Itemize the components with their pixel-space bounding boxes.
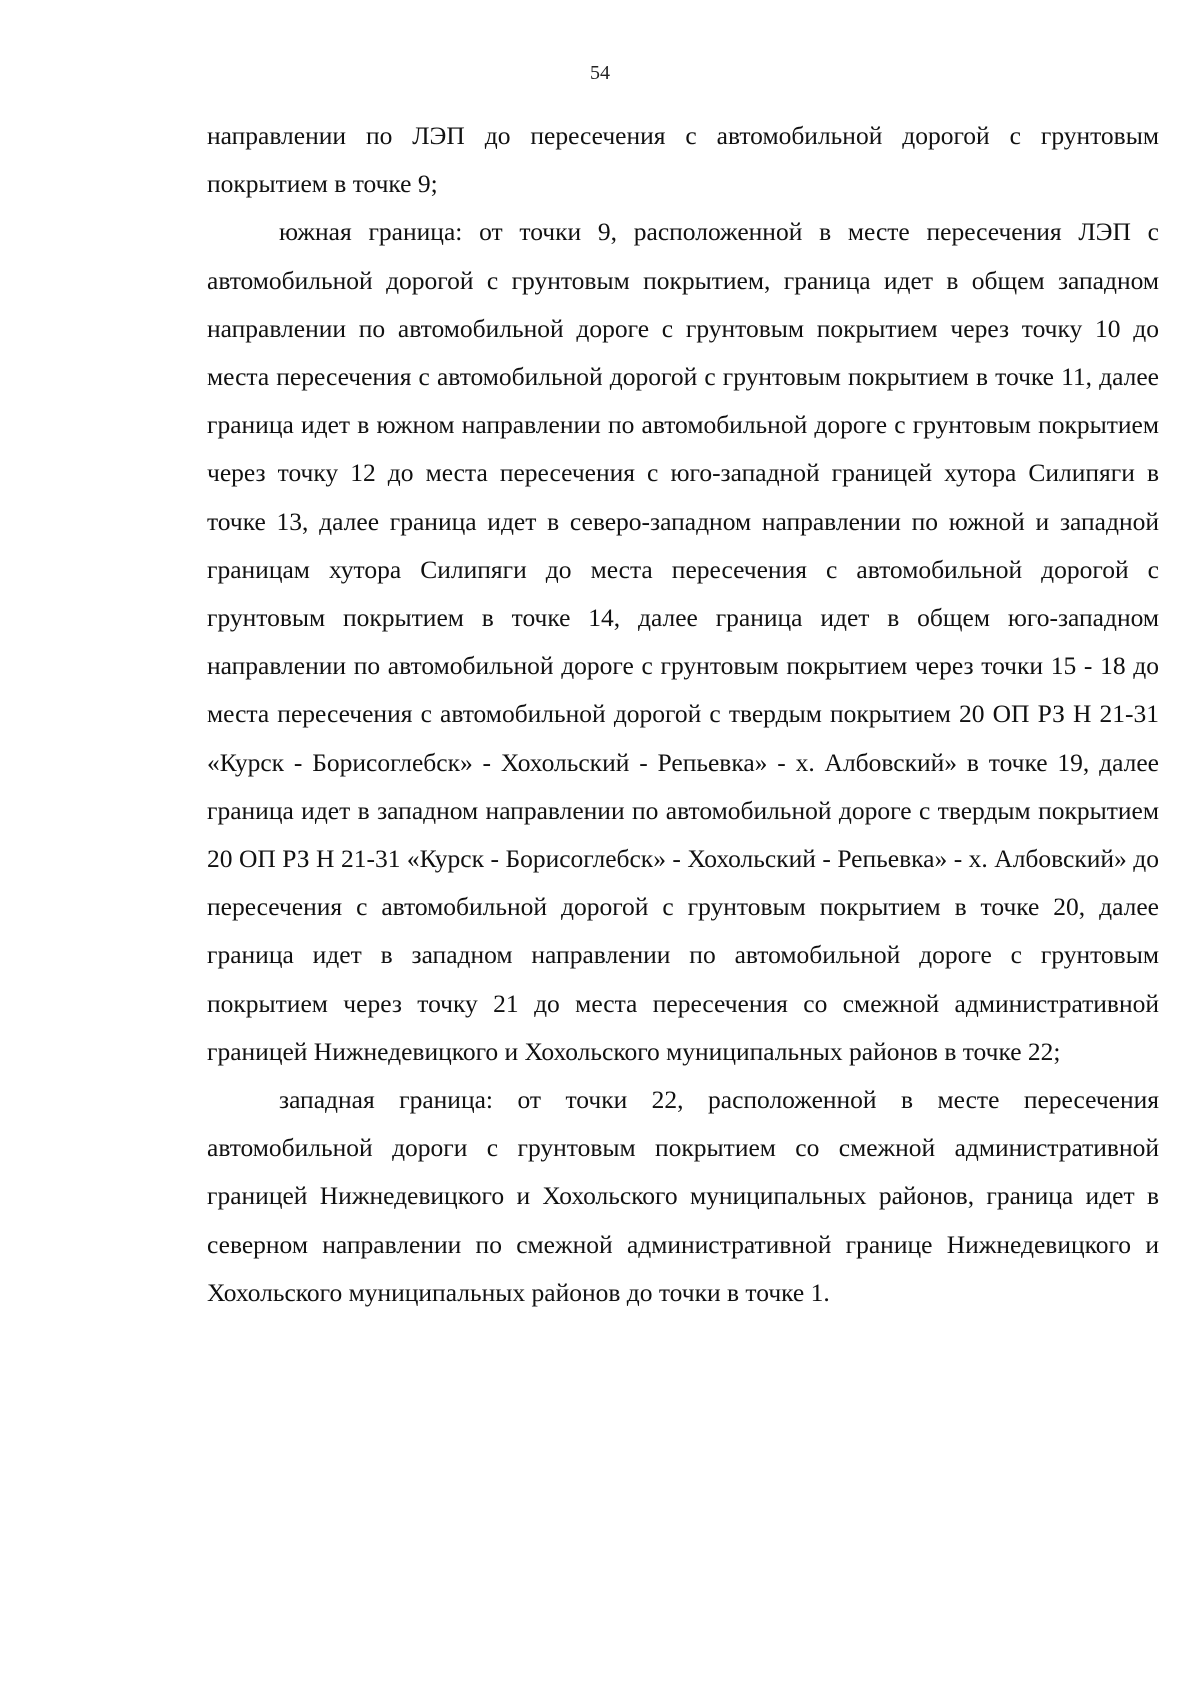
paragraph-continuation: направлении по ЛЭП до пересечения с автомобильной дорогой с грунтовым покрытием в точке 9; [207, 121, 1159, 199]
document-body [207, 112, 1159, 1317]
paragraph-southern-boundary: южная граница: от точки 9, расположенной в месте пересечения ЛЭП с автомобильной дорогой с грунтовым покрытием, граница идет в общем западном направлении по автомобильной дороге с грунтовым покрытием через точку 10 до места пересечения с автомобильной дорогой с грунтовым покрытием в точке 11, далее граница идет в южном направлении по автомобильной дороге с грунтовым покрытием через точку 12 до места пересечения с юго-западной границей хутора Силипяги в точке 13, далее граница идет в северо-западном направлении по южной и западной границам хутора Силипяги до места пересечения с автомобильной дорогой с грунтовым покрытием в точке 14, далее граница идет в общем юго-западном направлении по автомобильной дороге с грунтовым покрытием через точки 15 - 18 до места пересечения с автомобильной дорогой с твердым покрытием 20 ОП РЗ Н 21-31 «Курск - Борисоглебск» - Хохольский - Репьевка» - х. Албовский» в точке 19, далее граница идет в западном направлении по автомобильной дороге с твердым покрытием 20 ОП РЗ Н 21-31 «Курск - Борисоглебск» - Хохольский - Репьевка» - х. Албовский» до пересечения с автомобильной дорогой с грунтовым покрытием в точке 20, далее граница идет в западном направлении по автомобильной дороге с грунтовым покрытием через точку 21 до места пересечения со смежной административной границей Нижнедевицкого и Хохольского муниципальных районов в точке 22; [207, 217, 1159, 1066]
paragraph-western-boundary: западная граница: от точки 22, расположенной в месте пересечения автомобильной дороги с грунтовым покрытием со смежной административной границей Нижнедевицкого и Хохольского муниципальных районов, граница идет в северном направлении по смежной административной границе Нижнедевицкого и Хохольского муниципальных районов до точки в точке 1. [207, 1085, 1159, 1307]
page-number: 54 [590, 62, 610, 84]
